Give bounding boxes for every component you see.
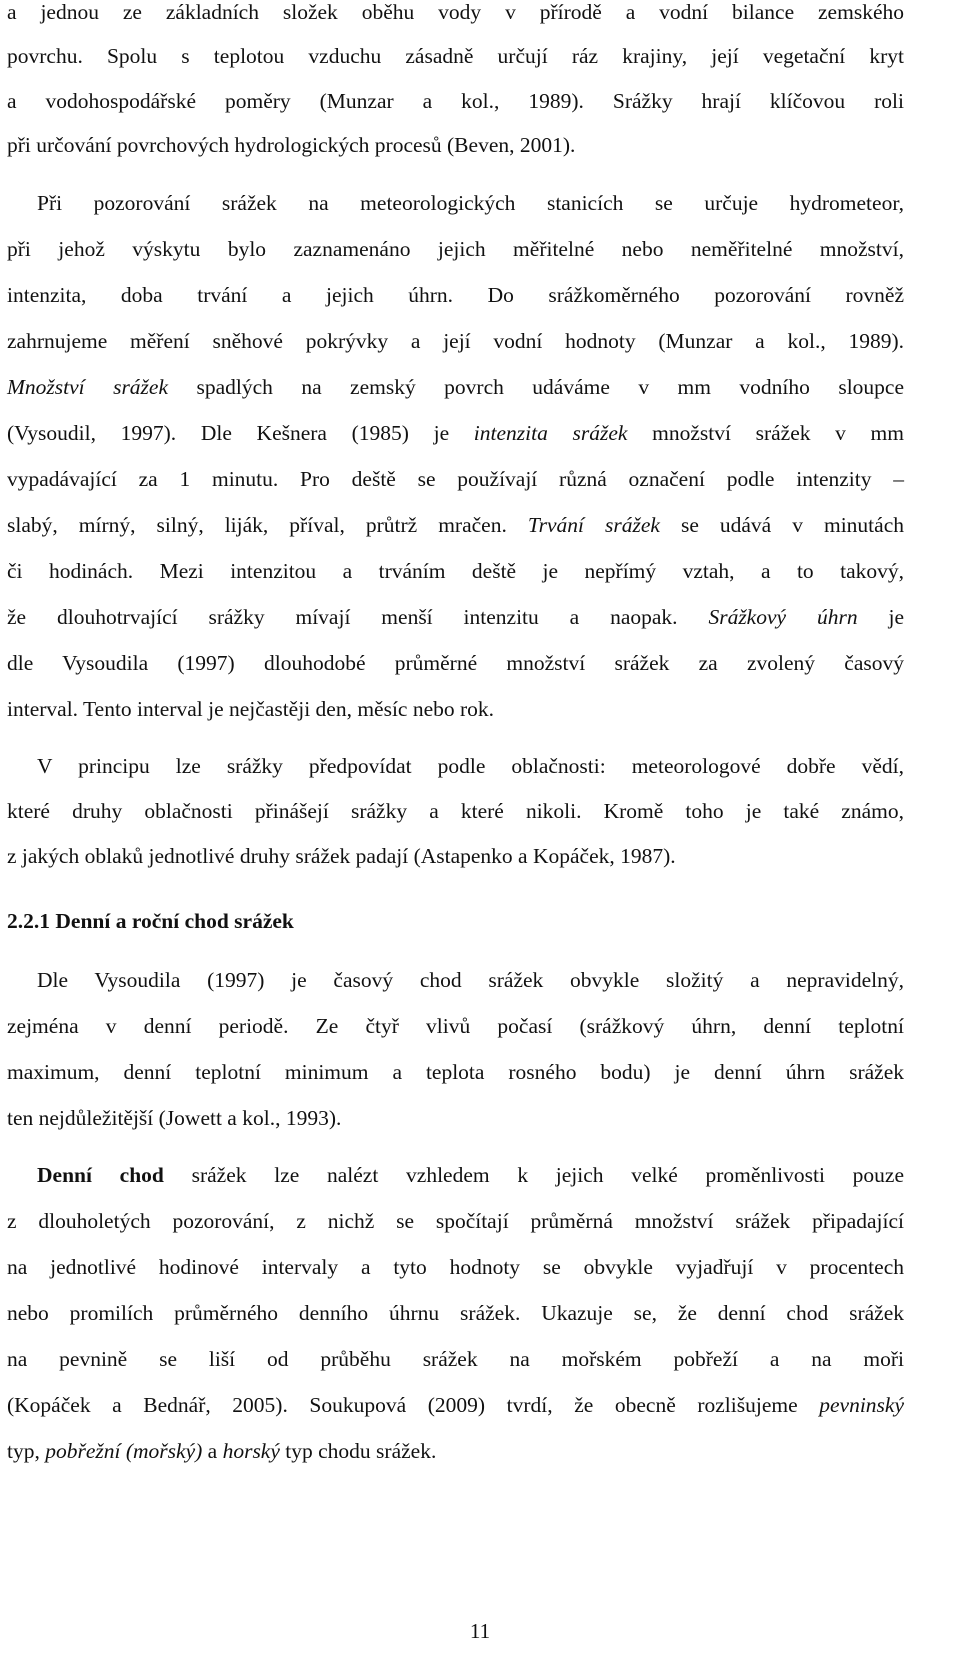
term-italic: pobřežní (mořský) xyxy=(45,1439,203,1463)
text-line xyxy=(7,1437,904,1465)
text-line xyxy=(7,373,904,401)
text-line: nebo promilích průměrného denního úhrnu srážek. Ukazuje se, že denní chod srážek xyxy=(7,1301,904,1325)
text-span: srážek lze nalézt vzhledem k jejich velké proměnlivosti pouze xyxy=(163,1163,905,1187)
page-number: 11 xyxy=(469,1619,491,1643)
text-line: vypadávající za 1 minutu. Pro deště se používají různá označení podle intenzity – xyxy=(7,467,904,491)
term-italic: Trvání srážek xyxy=(527,513,660,537)
text-line xyxy=(7,603,904,631)
text-span: typ chodu srážek. xyxy=(279,1439,437,1463)
text-span: (Vysoudil, 1997). Dle Kešnera (1985) je xyxy=(7,421,474,445)
text-line: zahrnujeme měření sněhové pokrývky a její vodní hodnoty (Munzar a kol., 1989). xyxy=(7,329,904,353)
text-line xyxy=(7,511,904,539)
term-italic: pevninský xyxy=(819,1393,904,1417)
text-span: typ, xyxy=(7,1439,46,1463)
text-span: a xyxy=(202,1439,223,1463)
section-heading: 2.2.1 Denní a roční chod srážek xyxy=(7,909,294,933)
text-line: Při pozorování srážek na meteorologických stanicích se určuje hydrometeor, xyxy=(37,191,904,215)
term-italic: Množství srážek xyxy=(7,375,169,399)
text-line: při určování povrchových hydrologických procesů (Beven, 2001). xyxy=(7,133,576,157)
text-line: Dle Vysoudila (1997) je časový chod srážek obvykle složitý a nepravidelný, xyxy=(37,968,904,992)
text-line: a jednou ze základních složek oběhu vody v přírodě a vodní bilance zemského xyxy=(7,0,904,24)
text-span: spadlých na zemský povrch udáváme v mm vodního sloupce xyxy=(168,375,904,399)
term-italic: Srážkový úhrn xyxy=(708,605,858,629)
text-span: že dlouhotrvající srážky mívají menší intenzitu a naopak. xyxy=(7,605,709,629)
text-span: množství srážek v mm xyxy=(627,421,904,445)
text-span: se udává v minutách xyxy=(659,513,904,537)
text-line: na pevnině se liší od průběhu srážek na mořském pobřeží a na moři xyxy=(7,1347,904,1371)
text-line: či hodinách. Mezi intenzitou a trváním deště je nepřímý vztah, a to takový, xyxy=(7,559,904,583)
text-span: slabý, mírný, silný, liják, příval, průtrž mračen. xyxy=(7,513,528,537)
text-line: z dlouholetých pozorování, z nichž se spočítají průměrná množství srážek připadající xyxy=(7,1209,904,1233)
text-line: ten nejdůležitější (Jowett a kol., 1993). xyxy=(7,1106,342,1130)
text-line xyxy=(7,1391,904,1419)
text-line: V principu lze srážky předpovídat podle oblačnosti: meteorologové dobře vědí, xyxy=(37,754,904,778)
term-italic: intenzita srážek xyxy=(473,421,628,445)
text-line: povrchu. Spolu s teplotou vzduchu zásadně určují ráz krajiny, její vegetační kryt xyxy=(7,44,904,68)
text-line: při jehož výskytu bylo zaznamenáno jejich měřitelné nebo neměřitelné množství, xyxy=(7,237,904,261)
text-line: interval. Tento interval je nejčastěji den, měsíc nebo rok. xyxy=(7,697,495,721)
text-line: maximum, denní teplotní minimum a teplota rosného bodu) je denní úhrn srážek xyxy=(7,1060,904,1084)
text-line xyxy=(37,1161,904,1189)
text-line: dle Vysoudila (1997) dlouhodobé průměrné množství srážek za zvolený časový xyxy=(7,651,904,675)
term-italic: horský xyxy=(222,1439,280,1463)
term-bold: Denní chod xyxy=(37,1163,164,1187)
text-span: (Kopáček a Bednář, 2005). Soukupová (2009) tvrdí, že obecně rozlišujeme xyxy=(7,1393,820,1417)
text-span: je xyxy=(857,605,904,629)
text-line xyxy=(7,419,904,447)
text-line: které druhy oblačnosti přinášejí srážky a které nikoli. Kromě toho je také známo, xyxy=(7,799,904,823)
text-line: na jednotlivé hodinové intervaly a tyto hodnoty se obvykle vyjadřují v procentech xyxy=(7,1255,904,1279)
text-line: intenzita, doba trvání a jejich úhrn. Do srážkoměrného pozorování rovněž xyxy=(7,283,904,307)
text-line: a vodohospodářské poměry (Munzar a kol., 1989). Srážky hrají klíčovou roli xyxy=(7,89,904,113)
text-line: z jakých oblaků jednotlivé druhy srážek padají (Astapenko a Kopáček, 1987). xyxy=(7,844,676,868)
text-line: zejména v denní periodě. Ze čtyř vlivů počasí (srážkový úhrn, denní teplotní xyxy=(7,1014,904,1038)
